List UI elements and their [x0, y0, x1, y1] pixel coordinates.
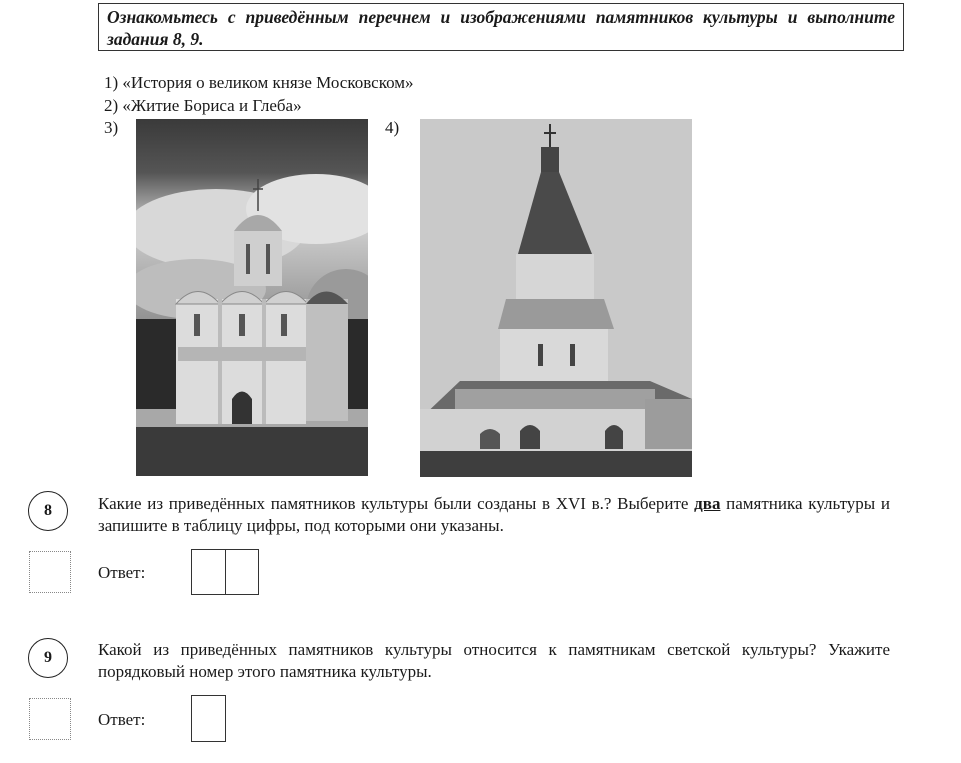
score-box — [29, 698, 71, 740]
task-8-answer-grid — [191, 549, 259, 595]
answer-cell-input[interactable] — [192, 696, 225, 741]
task-number: 9 — [44, 649, 52, 666]
answer-cell[interactable] — [192, 550, 225, 594]
task-8-text-part: памятника культуры и запишите в таблицу цифры, под которыми они указаны. — [98, 494, 890, 535]
monument-photo-4 — [420, 119, 692, 477]
instruction-box — [98, 3, 904, 51]
score-box — [29, 551, 71, 593]
answer-label: Ответ: — [98, 563, 146, 582]
task-number-badge — [28, 491, 68, 531]
monument-list — [104, 71, 414, 117]
monument-photo-3 — [136, 119, 368, 476]
monument-item-2: 2) «Житие Бориса и Глеба» — [104, 96, 302, 115]
monument-label-4: 4) — [385, 118, 400, 137]
instruction-text: Ознакомьтесь с приведённым перечнем и изображениями памятников культуры и выполните задания 8, 9. — [107, 7, 895, 49]
task-9-text: Какой из приведённых памятников культуры относится к памятникам светской культуры? Укажите порядковый номер этого памятника культуры. — [98, 640, 890, 681]
monument-label-3: 3) — [104, 118, 119, 137]
monument-item-1: 1) «История о великом князе Московском» — [104, 73, 414, 92]
answer-cell-input[interactable] — [226, 550, 259, 594]
task-number: 8 — [44, 502, 52, 519]
task-9-answer-grid — [191, 695, 226, 742]
task-9-question — [98, 639, 890, 683]
task-number-badge — [28, 638, 68, 678]
task-8-emphasis: два — [694, 494, 721, 513]
task-8-question — [98, 493, 890, 537]
answer-cell[interactable] — [225, 550, 259, 594]
answer-cell-input[interactable] — [192, 550, 225, 594]
task-8-text-part: Какие из приведённых памятников культуры были созданы в XVI в.? Выберите — [98, 494, 695, 513]
answer-cell[interactable] — [192, 696, 225, 741]
answer-label: Ответ: — [98, 710, 146, 729]
